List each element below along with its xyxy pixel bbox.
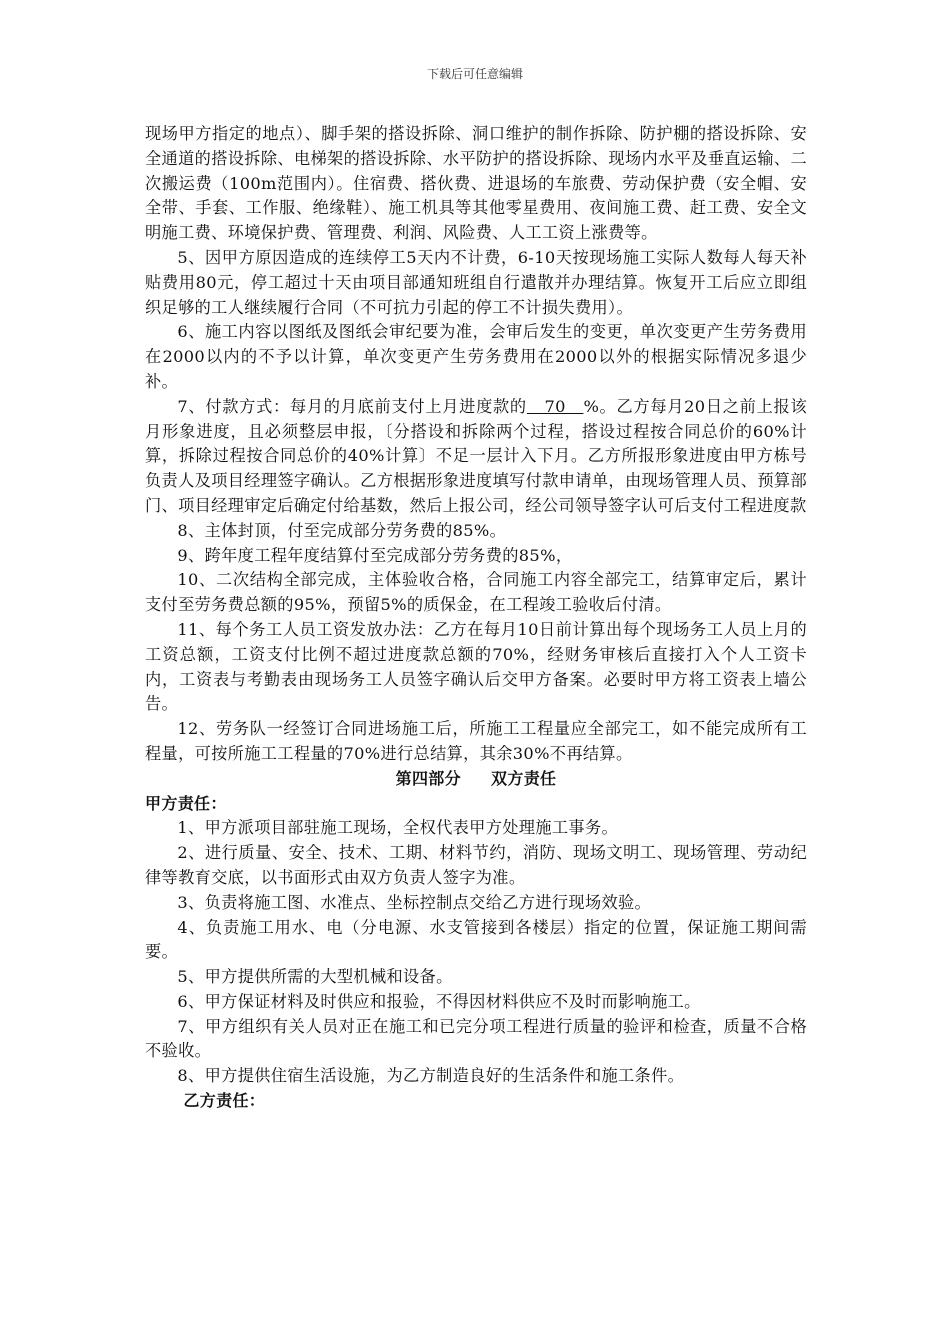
clause-10: 10、二次结构全部完成，主体验收合格，合同施工内容全部完工，结算审定后，累计支付至劳务费总额的95%，预留5%的质保金，在工程竣工验收后付清。	[145, 570, 807, 615]
clause-7	[145, 395, 807, 519]
party-a-item: 5、甲方提供所需的大型机械和设备。	[177, 967, 453, 987]
clause-7-before: 7、付款方式：每月的月底前支付上月进度款的	[177, 396, 527, 416]
continued-paragraph: 现场甲方指定的地点）、脚手架的搭设拆除、洞口维护的制作拆除、防护棚的搭设拆除、安全通道的搭设拆除、电梯架的搭设拆除、水平防护的搭设拆除、现场内水平及垂直运输、二次搬运费（100m范围内）。住宿费、搭伙费、进退场的车旅费、劳动保护费（安全帽、安全带、手套、工作服、绝缘鞋）、施工机具等其他零星费用、夜间施工费、赶工费、安全文明施工费、环境保护费、管理费、利润、风险费、人工工资上涨费等。	[145, 124, 807, 243]
clause-6: 6、施工内容以图纸及图纸会审纪要为准，会审后发生的变更，单次变更产生劳务费用在2000以内的不予以计算，单次变更产生劳务费用在2000以外的根据实际情况多退少补。	[145, 322, 807, 391]
clause-9: 9、跨年度工程年度结算付至完成部分劳务费的85%，	[177, 545, 573, 565]
clause-11: 11、每个务工人员工资发放办法：乙方在每月10日前计算出每个现场务工人员上月的工资总额，工资支付比例不超过进度款总额的70%，经财务审核后直接打入个人工资卡内，工资表与考勤表由现场务工人员签字确认后交甲方备案。必要时甲方将工资表上墙公告。	[145, 619, 807, 714]
document-body	[145, 122, 807, 1114]
party-b-heading: 乙方责任：	[183, 1091, 266, 1111]
clause-5: 5、因甲方原因造成的连续停工5天内不计费，6-10天按现场施工实际人数每人每天补贴费用80元，停工超过十天由项目部通知班组自行遣散并办理结算。恢复开工后应立即组织足够的工人继续履行合同（不可抗力引起的停工不计损失费用）。	[145, 247, 807, 317]
party-a-item: 1、甲方派项目部驻施工现场，全权代表甲方处理施工事务。	[177, 818, 619, 838]
section-title	[145, 767, 807, 792]
party-a-item: 3、负责将施工图、水准点、坐标控制点交给乙方进行现场效验。	[177, 892, 652, 912]
clause-7-after: %。乙方每月20日之前上报该月形象进度，且必须整层申报，〔分搭设和拆除两个过程，搭设过程按合同总价的60%计算，拆除过程按合同总价的40%计算〕不足一层计入下月。乙方所报形象进度由甲方栋号负责人及项目经理签字确认。乙方根据形象进度填写付款申请单，由现场管理人员、预算部门、项目经理审定后确定付给基数，然后上报公司，经公司领导签字认可后支付工程进度款	[145, 396, 807, 515]
party-a-item: 7、甲方组织有关人员对正在施工和已完分项工程进行质量的验评和检查，质量不合格不验收。	[145, 1016, 807, 1061]
party-a-item: 2、进行质量、安全、技术、工期、材料节约，消防、现场文明工、现场管理、劳动纪律等教育交底，以书面形式由双方负责人签字为准。	[145, 843, 807, 887]
payment-percentage-blank: 70	[526, 396, 584, 416]
section-number: 第四部分	[395, 768, 461, 788]
party-a-item: 6、甲方保证材料及时供应和报验，不得因材料供应不及时而影响施工。	[177, 991, 701, 1011]
party-a-item: 4、负责施工用水、电（分电源、水支管接到各楼层）指定的位置，保证施工期间需要。	[145, 917, 807, 962]
section-name: 双方责任	[491, 768, 557, 788]
page-header: 下载后可任意编辑	[426, 67, 523, 81]
party-a-heading: 甲方责任：	[145, 793, 227, 813]
clause-12: 12、劳务队一经签订合同进场施工后，所施工工程量应全部完工，如不能完成所有工程量，可按所施工工程量的70%进行总结算，其余30%不再结算。	[145, 719, 807, 763]
clause-8: 8、主体封顶，付至完成部分劳务费的85%。	[177, 520, 507, 540]
party-a-item: 8、甲方提供住宿生活设施，为乙方制造良好的生活条件和施工条件。	[177, 1066, 685, 1086]
